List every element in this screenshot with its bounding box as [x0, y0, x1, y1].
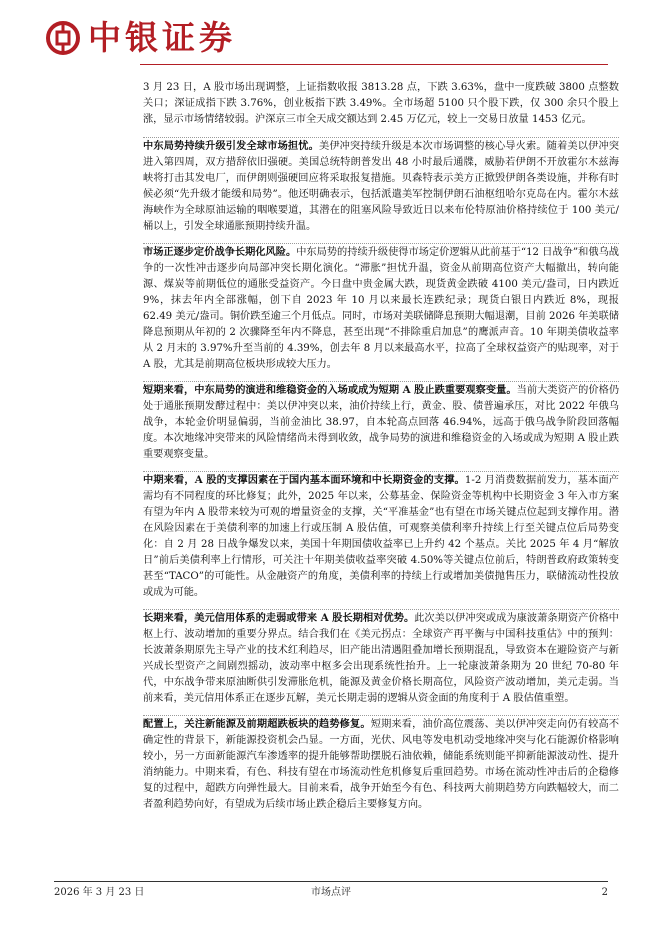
paragraph-war-risk-pricing: [143, 243, 619, 373]
paragraph-middle-east: [143, 137, 619, 235]
paragraph-text: 3 月 23 日，A 股市场出现调整，上证指数收报 3813.28 点，下跌 3.63%，盘中一度跌破 3800 点整数关口；深证成指下跌 3.76%，创业板指下跌 3.49%。全市场超 5100 只个股下跌，仅 300 余只个股上涨，显示市场情绪较弱。沪深京三市全天成交额达到 2.45 万亿元，较上一交易日放量 1453 亿元。: [143, 82, 619, 125]
paragraph-lead: 短期来看，中东局势的演进和维稳资金的入场或成为短期 A 股止跌重要观察变量。: [143, 384, 517, 396]
paragraph-text: 1-2 月消费数据前发力，基本面产需均有不同程度的环比修复；此外，2025 年以来，公募基金、保险资金等机构中长期资金 3 年入市方案有望为年内 A 股带来较为可观的增量资金的支撑，关“平准基金”也有望在市场关键点位起到支撑作用。潜在风险因素在于美债利率的加速上行或压制 A 股估值，可观察美债利率升持续上行至关键点位后局势变化：自 2 月 28 日战争爆发以来，美国十年期国债收益率已上升约 42 个基点。关比 2025 年 4 月“解放日”前后美债利率上行情形，可关注十年期美债收益率突破 4.50%等关键点位前后，特朗普政府政策转变甚至“TACO”的可能性。从金融资产的角度，美债利率的持续上行或增加美债抛售压力，联储流动性投放或成为可能。: [143, 475, 619, 598]
page-header: [0, 0, 662, 80]
bank-of-china-logo-icon: [46, 21, 80, 55]
paragraph-lead: 中东局势持续升级引发全球市场担忧。: [143, 140, 319, 152]
paragraph-lead: 市场正逐步定价战争长期化风险。: [143, 246, 297, 258]
page-number: 2: [601, 887, 608, 898]
paragraph-text: 美伊冲突持续升级是本次市场调整的核心导火索。随着美以伊冲突进入第四周，双方措辞依旧强硬。美国总统特朗普发出 48 小时最后通牒，威胁若伊朗不开放霍尔木兹海峡将打击其发电厂，而伊朗则强硬回应将采取报复措施。贝森特表示美方正掀毁伊朗各类设施，并称有时候必须“先升级才能缓和局势”。他还明确表示，包括派遣美军控制伊朗石油枢纽哈尔克岛在内。霍尔木兹海峡作为全球原油运输的咽喉要道，其潜在的阻塞风险导致近日以来布伦特原油价格持续位于 100 美元/桶以上，引发全球通胀预期持续升温。: [143, 141, 620, 232]
paragraph-mid-term: [143, 471, 619, 601]
paragraph-text: 中东局势的持续升级使得市场定价逻辑从此前基于“12 日战争”和俄乌战争的一次性冲击逐步向局部冲突长期化演化。“滞胀”担忧升温，资金从前期高位资产大幅撤出，转向能源、煤炭等前期低位的通胀受益资产。今日盘中贵金属大跌，现货黄金跌破 4100 美元/盎司，日内跌近 9%，抹去年内全部涨幅，创下自 2023 年 10 月以来最长连跌纪录；现货白银日内跌近 8%，现报 62.49 美元/盎司。铜价跌至逾三个月低点。同时，市场对美联储降息预期大幅退潮，目前 2026 年美联储降息预期从年初的 2 次骤降至年内不降息，甚至出现“不排除重启加息”的鹰派声音。10 年期美债收益率从 2 月末的 3.97%升至当前的 4.39%，创去年 8 月以来最高水平，拉高了全球权益资产的贴现率，对于 A 股，尤其是前期高位板块形成较大压力。: [143, 247, 619, 370]
page-footer: [54, 886, 608, 902]
paragraph-lead: 中期来看，A 股的支撑因素在于国内基本面环境和中长期资金的支撑。: [143, 474, 465, 486]
header-divider: [140, 64, 608, 65]
paragraph-text: 短期来看，油价高位震荡、美以伊冲突走向仍有较高不确定性的背景下，新能源投资机会凸显。一方面，光伏、风电等发电机动受地缘冲突与化石能源价格影响较小，另一方面新能源汽车渗透率的提升能够帮助摆脱石油依赖，储能系统则能平抑新能源波动性、提升消纳能力。中期来看，有色、科技有望在市场流动性危机修复后重回趋势。市场在流动性冲击后的企稳修复的过程中，超跌方向弹性最大。目前来看，战争开始至今有色、科技两大前期趋势方向跌幅较大，而二者盈利趋势向好，有望成为后续市场止跌企稳后主要修复方向。: [143, 719, 620, 810]
brand-name: 中银证券: [88, 18, 236, 57]
paragraph-short-term: [143, 381, 619, 463]
paragraph-market-summary: [143, 80, 619, 128]
paragraph-text: 当前大类资产的价格仍处于通胀预期发酵过程中：美以伊冲突以来，油价持续上行，黄金、股、债普遍承压，对比 2022 年俄乌战争，本轮金价明显偏弱，当前金油比 38.97，自本轮高点回落 46.94%，远高于俄乌战争阶段回落幅度。本次地缘冲突带来的风险情绪尚未得到收敛，战争局势的演进和维稳资金的入场或成为短期 A 股止跌重要观察变量。: [143, 385, 620, 460]
paragraph-allocation: [143, 715, 619, 813]
paragraph-lead: 长期来看，美元信用体系的走弱或带来 A 股长期相对优势。: [143, 612, 415, 624]
article-body: [143, 80, 619, 821]
footer-title: 市场点评: [311, 887, 351, 898]
paragraph-text: 此次美以伊冲突或成为康波萧条期资产价格中枢上行、波动增加的重要分界点。结合我们在《美元拐点：全球资产再平衡与中国科技重估》中的预判：长波萧条期原先主导产业的技术红利趋尽，旧产能出清遇阻叠加增长预期混乱，导致资本在避险资产与新兴成长型资产之间剧烈摇动，波动率中枢多会出现系统性抬升。上一轮康波萧条期为 20 世纪 70-80 年代，中东战争带来原油断供引发滞胀危机，能源及黄金价格长期高位，风险资产波动增加，美元走弱。当前来看，美元信用体系正在逐步瓦解，美元长期走弱的逻辑从资金面的角度利于 A 股估值重塑。: [143, 613, 619, 704]
footer-date: 2026 年 3 月 23 日: [54, 887, 145, 898]
paragraph-lead: 配置上，关注新能源及前期超跌板块的趋势修复。: [143, 718, 371, 730]
paragraph-long-term: [143, 609, 619, 707]
footer-divider: [54, 881, 608, 882]
brand-logo: [46, 16, 236, 60]
